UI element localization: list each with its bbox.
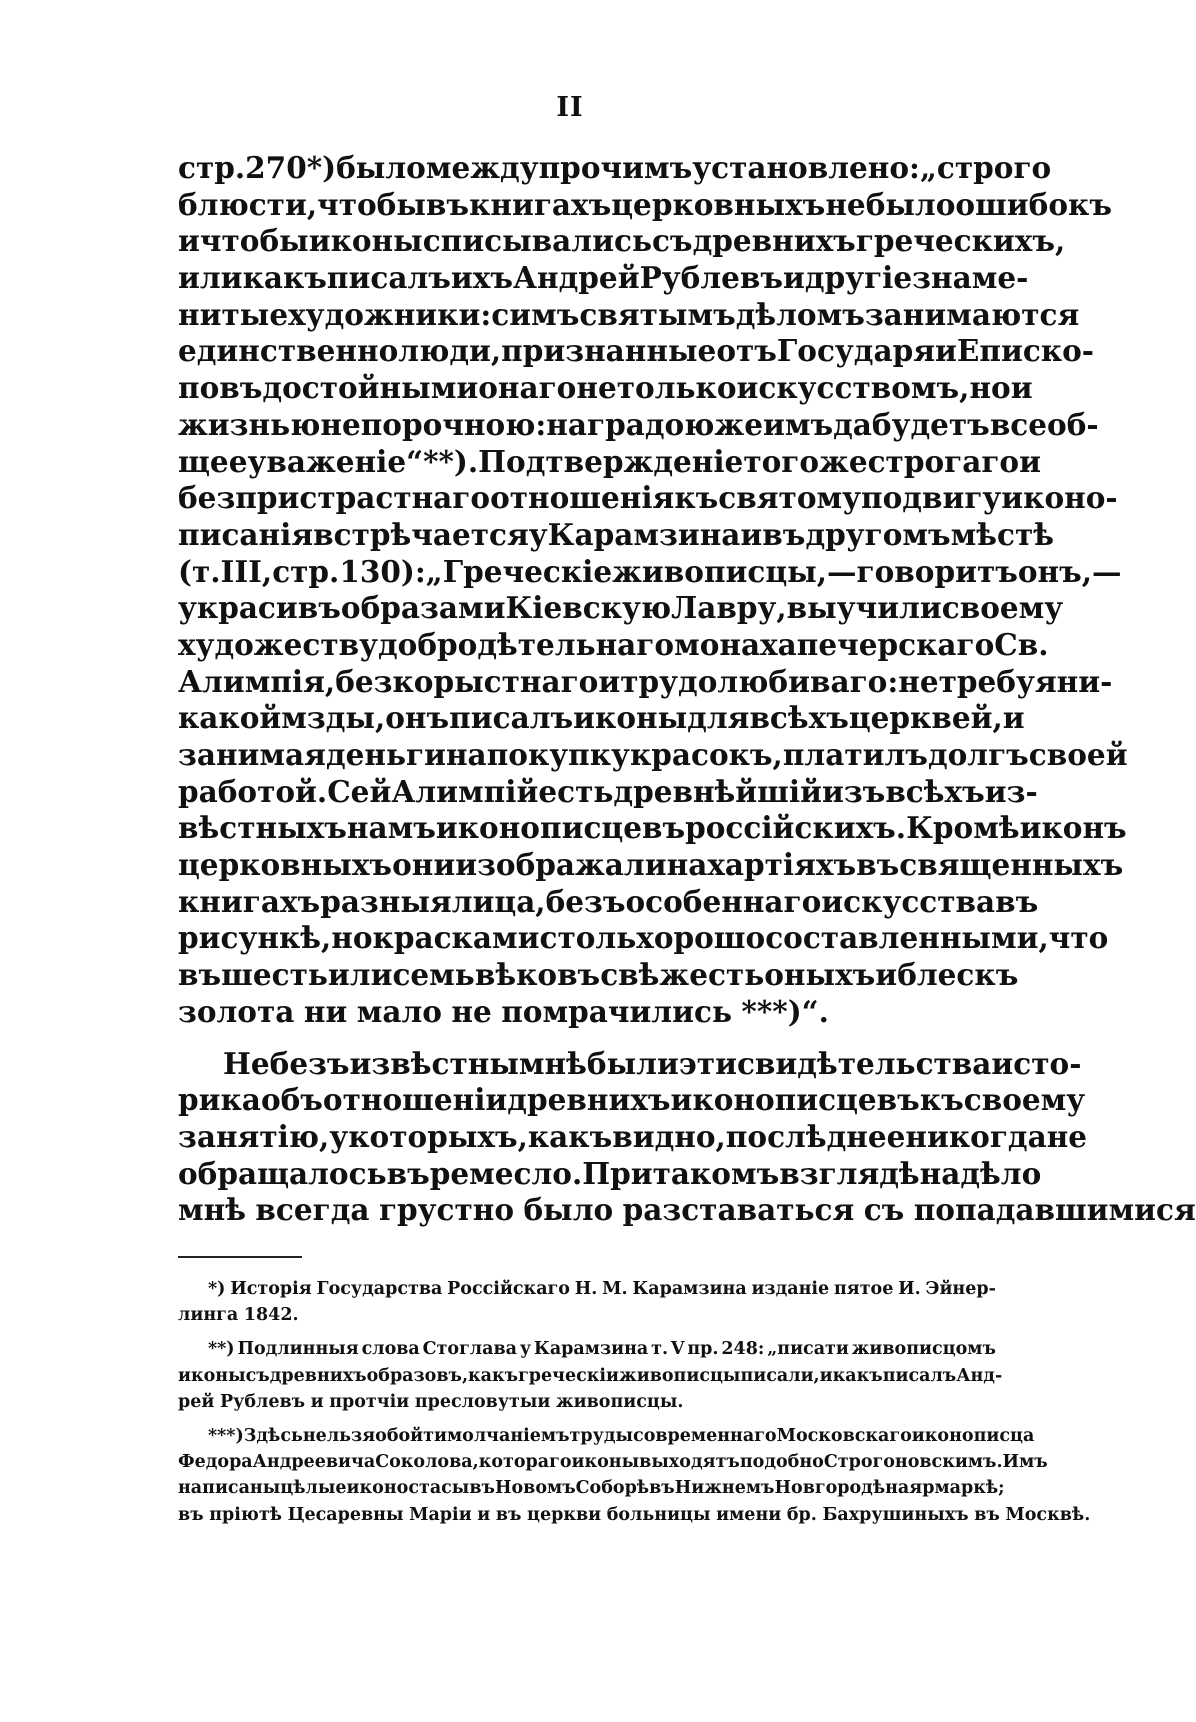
text-line: писанія встрѣчается у Карамзина и въ другомъ мѣстѣ: [178, 516, 1054, 552]
text-line: рика объ отношеніи древнихъ иконописцевъ къ своему: [178, 1082, 1086, 1118]
text-line: церковныхъ они изображали на хартіяхъ въ священныхъ: [178, 847, 1124, 883]
text-line: щее уваженіе“ **). Подтвержденіе того же строгаго и: [178, 443, 1041, 479]
footnote-line: **) Подлинныя слова Стоглава у Карамзина т. V пр. 248: „писати живописцомъ: [208, 1339, 996, 1360]
text-line: единственно люди, признанные отъ Государя и Еписко-: [178, 333, 1095, 369]
footnote-line: *) Исторія Государства Россійскаго Н. М. Карамзина изданіе пятое И. Эйнер-: [208, 1279, 996, 1299]
footnote-line: рей Рублевъ и протчіи пресловутыи живописцы.: [178, 1391, 684, 1412]
text-line: золота ни мало не помрачились ***)“.: [178, 993, 829, 1029]
text-line: стр. 270 *) было между прочимъ установлено: „строго: [178, 150, 1052, 185]
footnote-line: ***) Здѣсь нельзя обойти молчаніемъ труды современнаго Московскаго иконописца: [208, 1425, 1035, 1446]
text-line: книгахъ разныя лица, безъ особеннаго искусства въ: [178, 883, 1039, 919]
text-line: занятію, у которыхъ, какъ видно, послѣднее никогда не: [178, 1118, 1088, 1154]
text-line: обращалось въ ремесло. При такомъ взглядѣ на дѣло: [178, 1155, 1042, 1191]
text-line: въ шесть или семь вѣковъ свѣжесть оныхъ и блескъ: [178, 957, 1019, 993]
page-number: II: [556, 92, 584, 123]
text-line: мнѣ всегда грустно было разставаться съ попадавшимися: [178, 1192, 1196, 1228]
text-line: Алимпія, безкорыстнаго и трудолюбиваго: не требуя ни-: [178, 663, 1113, 699]
footnote-line: Федора Андреевича Соколова, котораго иконы выходятъ подобно Строгоновскимъ. Имъ: [178, 1452, 1048, 1473]
text-line: жизнью непорочною: наградою же имъ да будетъ всеоб-: [178, 406, 1099, 442]
footnotes: [178, 1276, 1091, 1528]
text-line: украсивъ образами Кіевскую Лавру, выучили своему: [178, 590, 1064, 626]
text-line: или какъ писалъ ихъ Андрей Рублевъ и другіе знаме-: [178, 260, 1029, 296]
text-line: вѣстныхъ намъ иконописцевъ россійскихъ. Кромѣ иконъ: [178, 810, 1127, 846]
text-line: повъ достойными онаго не только искусствомъ, но и: [178, 370, 1033, 406]
footnote-line: написаны цѣлые иконостасы въ Новомъ Соборѣ въ Нижнемъ Новгородѣ на ярмаркѣ;: [178, 1478, 1005, 1499]
text-line: и чтобы иконы списывались съ древнихъ греческихъ,: [178, 223, 1066, 259]
text-line: какой мзды, онъ писалъ иконы для всѣхъ церквей, и: [178, 700, 1025, 736]
text-line: работой. Сей Алимпій есть древнѣйшій изъ всѣхъ из-: [178, 773, 1038, 809]
footnote-line: линга 1842.: [178, 1305, 299, 1326]
text-line: художеству добродѣтельнаго монаха печерскаго Св.: [178, 626, 1049, 662]
footnote-line: иконы съ древнихъ образовъ, какъ греческіи живописцы писали, и какъ писалъ Анд-: [178, 1365, 1003, 1386]
footnote-line: въ пріютѣ Цесаревны Маріи и въ церкви больницы имени бр. Бахрушиныхъ въ Москвѣ.: [178, 1504, 1091, 1525]
text-line: занимая деньги на покупку красокъ, платилъ долгъ своей: [178, 737, 1128, 772]
footnote-separator: [178, 1256, 302, 1258]
main-text: [178, 150, 1196, 1229]
text-line: (т. III, стр. 130): „Греческіе живописцы,—говоритъ онъ,—: [178, 553, 1122, 589]
text-line: безпристрастнаго отношенія къ святому подвигу иконо-: [178, 480, 1118, 516]
text-line: рисункѣ, но красками столь хорошо составленными, что: [178, 920, 1109, 956]
text-line: нитые художники: симъ святымъ дѣломъ занимаются: [178, 296, 1080, 332]
text-line: блюсти, чтобы въ книгахъ церковныхъ не было ошибокъ: [178, 186, 1112, 222]
text-line: Не безъизвѣстны мнѣ были эти свидѣтельства исто-: [223, 1045, 1082, 1081]
